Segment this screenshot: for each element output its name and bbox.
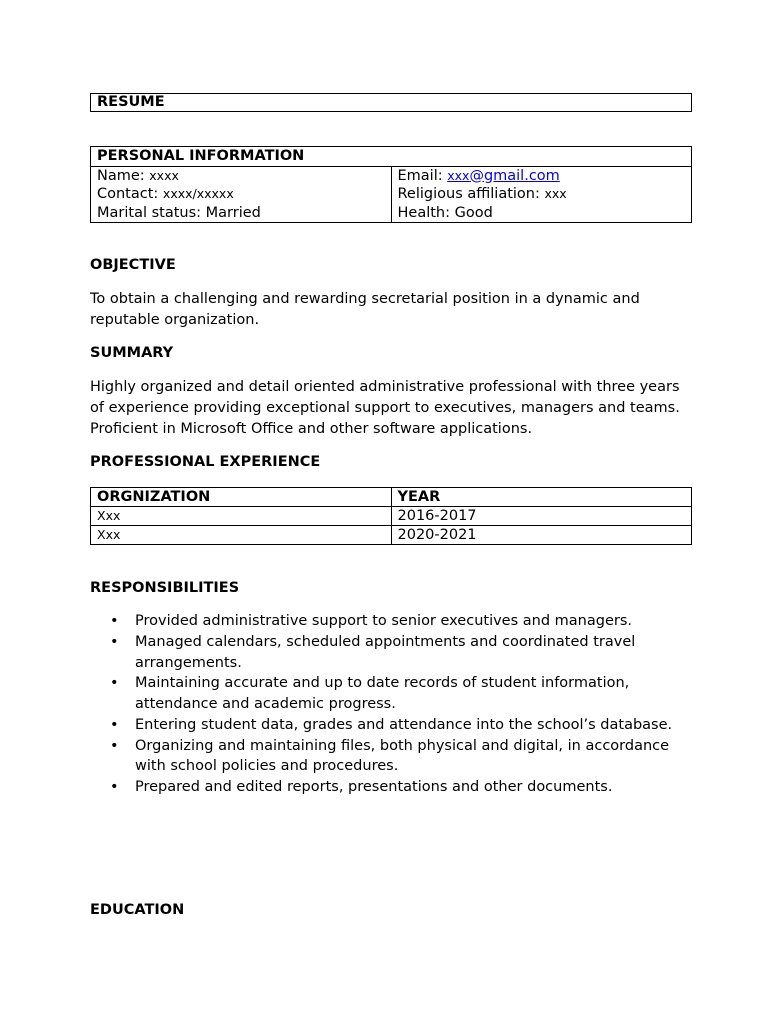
responsibilities-list [90,611,680,798]
religion-label: Religious affiliation: [397,186,545,202]
summary-heading: SUMMARY [90,345,174,361]
resume-title: RESUME [90,93,692,112]
list-item [90,777,680,798]
org-cell: Xxx [91,507,392,526]
table-row [91,526,692,545]
health-label: Health: [397,204,455,221]
list-item-text: Organizing and maintaining files, both physical and digital, in accordance with school policies and procedures. [135,737,670,775]
contact-label: Contact: [97,186,163,202]
personal-info-heading: PERSONAL INFORMATION [91,147,692,167]
personal-info-table [90,146,692,223]
religion-line [398,185,686,204]
responsibilities-heading: RESPONSIBILITIES [90,580,240,596]
year-column-header: YEAR [391,488,692,507]
name-line [97,167,385,186]
bullet-icon: • [110,675,119,692]
bullet-icon: • [110,779,119,795]
contact-line [97,185,385,204]
marital-value: Married [205,204,261,221]
summary-text: Highly organized and detail oriented administrative professional with three years of experience providing exceptional support to executives, managers and teams. Proficient in Microsoft Office and other software applications. [90,379,680,437]
personal-info-left-cell [91,166,392,223]
list-item [90,673,680,715]
objective-heading: OBJECTIVE [90,257,176,273]
year-cell: 2016-2017 [391,507,692,526]
year-cell: 2020-2021 [391,526,692,545]
objective-text: To obtain a challenging and rewarding secretarial position in a dynamic and reputable organization. [90,291,640,328]
contact-value: xxxx/xxxxx [162,186,234,201]
bullet-icon: • [110,613,119,629]
name-label: Name: [97,167,150,184]
health-value: Good [454,204,493,221]
table-row [91,507,692,526]
org-cell: Xxx [91,526,392,545]
list-item-text: Entering student data, grades and attendance into the school’s database. [135,716,673,733]
experience-heading: PROFESSIONAL EXPERIENCE [90,454,321,470]
health-line [398,204,686,223]
list-item-text: Prepared and edited reports, presentations and other documents. [135,779,613,795]
list-item [90,715,680,736]
email-link[interactable] [447,168,560,184]
list-item-text: Managed calendars, scheduled appointments and coordinated travel arrangements. [135,633,636,671]
list-item [90,736,680,778]
email-user: xxx [447,167,470,183]
experience-table [90,487,692,545]
marital-line [97,204,385,223]
bullet-icon: • [110,737,119,754]
experience-header-row [91,488,692,507]
bullet-icon: • [110,716,119,733]
education-heading: EDUCATION [90,902,185,918]
marital-label: Marital status: [97,204,206,221]
bullet-icon: • [110,633,119,650]
list-item [90,632,680,674]
personal-info-right-cell [391,166,692,223]
email-domain: @gmail.com [469,167,560,184]
religion-value: xxx [544,186,567,201]
name-value: xxxx [149,167,179,183]
list-item [90,611,680,632]
org-column-header: ORGNIZATION [91,488,392,507]
list-item-text: Provided administrative support to senior executives and managers. [135,613,632,629]
email-line [398,167,686,186]
email-label: Email: [397,167,448,184]
list-item-text: Maintaining accurate and up to date records of student information, attendance and academic progress. [135,675,630,712]
